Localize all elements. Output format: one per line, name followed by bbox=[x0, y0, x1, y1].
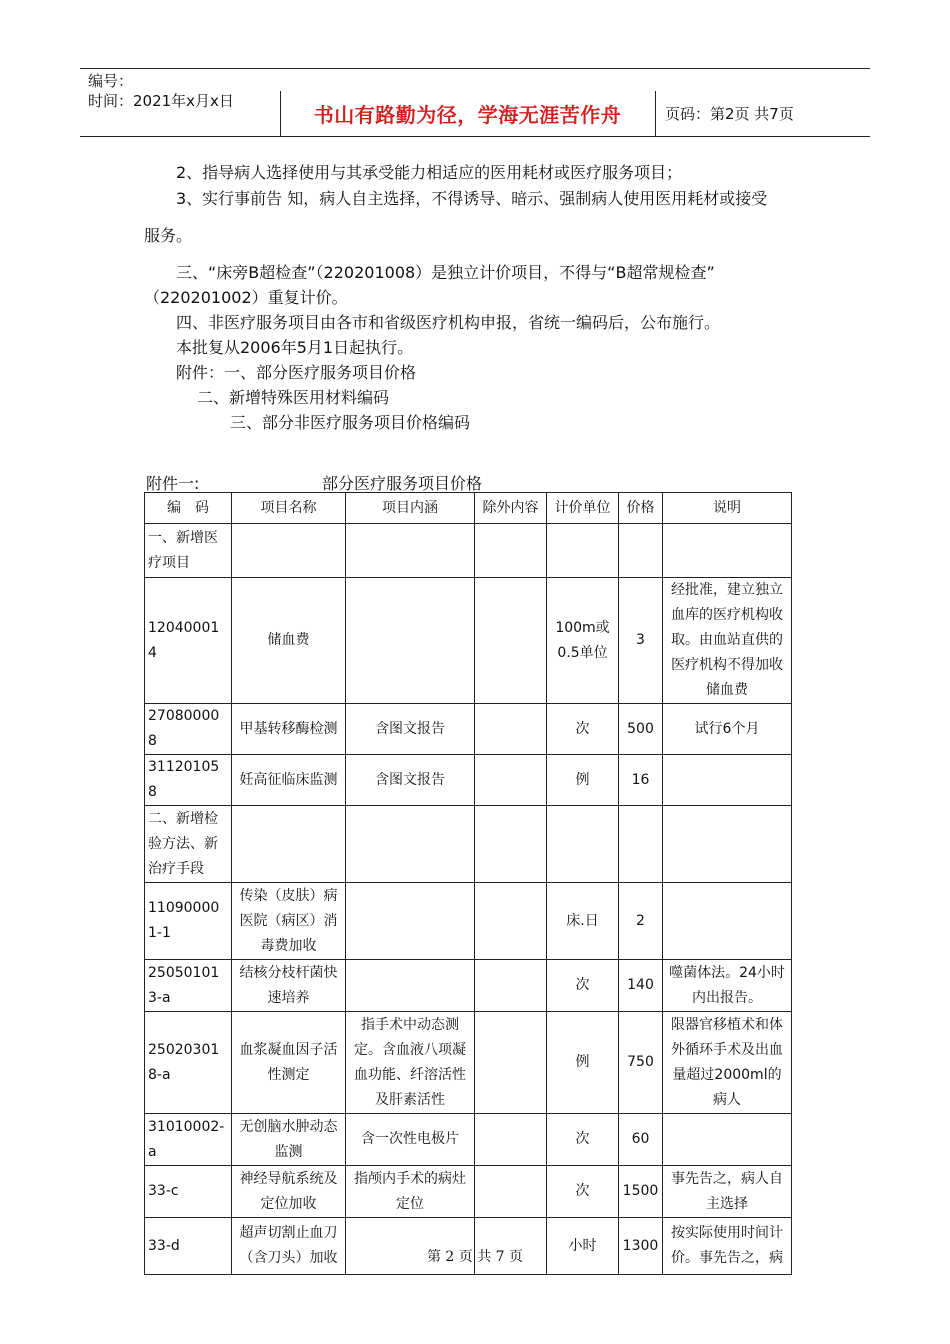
attachment-item: 二、新增特殊医用材料编码 bbox=[197, 388, 390, 407]
cell-unit bbox=[547, 806, 619, 883]
cell-code: 250501013-a bbox=[145, 960, 232, 1012]
table-row bbox=[145, 1114, 792, 1166]
cell-exclusion bbox=[475, 1114, 547, 1166]
cell-price: 500 bbox=[619, 704, 663, 755]
cell-price: 16 bbox=[619, 755, 663, 806]
cell-name: 甲基转移酶检测 bbox=[232, 704, 346, 755]
cell-unit: 小时 bbox=[547, 1218, 619, 1275]
cell-price: 3 bbox=[619, 578, 663, 704]
cell-exclusion bbox=[475, 704, 547, 755]
table-row bbox=[145, 755, 792, 806]
table-row bbox=[145, 883, 792, 960]
column-header: 价格 bbox=[619, 493, 663, 524]
cell-price bbox=[619, 524, 663, 578]
cell-code: 120400014 bbox=[145, 578, 232, 704]
cell-name: 妊高征临床监测 bbox=[232, 755, 346, 806]
page-header bbox=[80, 68, 870, 137]
column-header: 计价单位 bbox=[547, 493, 619, 524]
cell-price: 1300 bbox=[619, 1218, 663, 1275]
cell-code: 270800008 bbox=[145, 704, 232, 755]
paragraph: 三、“床旁B超检查”（220201008）是独立计价项目，不得与“B超常规检查” bbox=[176, 263, 715, 282]
cell-price: 60 bbox=[619, 1114, 663, 1166]
paragraph: （220201002）重复计价。 bbox=[144, 288, 348, 307]
cell-name: 结核分枝杆菌快速培养 bbox=[232, 960, 346, 1012]
cell-name: 血浆凝血因子活性测定 bbox=[232, 1012, 346, 1114]
cell-unit: 次 bbox=[547, 1114, 619, 1166]
date-label: 时间：2021年x月x日 bbox=[88, 92, 234, 110]
cell-price: 750 bbox=[619, 1012, 663, 1114]
cell-content bbox=[346, 960, 475, 1012]
cell-unit: 100m或0.5单位 bbox=[547, 578, 619, 704]
attachment-item: 三、部分非医疗服务项目价格编码 bbox=[230, 413, 471, 432]
cell-content bbox=[346, 806, 475, 883]
annex-label: 附件一: bbox=[146, 474, 200, 493]
cell-name bbox=[232, 806, 346, 883]
cell-exclusion bbox=[475, 1166, 547, 1218]
cell-name: 神经导航系统及定位加收 bbox=[232, 1166, 346, 1218]
cell-name: 储血费 bbox=[232, 578, 346, 704]
cell-price: 140 bbox=[619, 960, 663, 1012]
cell-exclusion bbox=[475, 883, 547, 960]
cell-code: 311201058 bbox=[145, 755, 232, 806]
column-header: 项目内涵 bbox=[346, 493, 475, 524]
cell-note: 限器官移植术和体外循环手术及出血量超过2000ml的病人 bbox=[663, 1012, 792, 1114]
table-row bbox=[145, 960, 792, 1012]
cell-unit: 次 bbox=[547, 1166, 619, 1218]
paragraph: 四、非医疗服务项目由各市和省级医疗机构申报，省统一编码后，公布施行。 bbox=[176, 313, 721, 332]
cell-unit: 次 bbox=[547, 960, 619, 1012]
header-divider bbox=[655, 91, 656, 136]
cell-content: 含图文报告 bbox=[346, 704, 475, 755]
cell-code: 250203018-a bbox=[145, 1012, 232, 1114]
annex-title: 部分医疗服务项目价格 bbox=[322, 474, 483, 493]
cell-note: 试行6个月 bbox=[663, 704, 792, 755]
cell-exclusion bbox=[475, 755, 547, 806]
cell-name: 超声切割止血刀（含刀头）加收 bbox=[232, 1218, 346, 1275]
cell-unit: 例 bbox=[547, 1012, 619, 1114]
table-header-row bbox=[145, 493, 792, 524]
cell-note: 经批准，建立独立血库的医疗机构收取。由血站直供的医疗机构不得加收储血费 bbox=[663, 578, 792, 704]
cell-unit bbox=[547, 524, 619, 578]
cell-price: 1500 bbox=[619, 1166, 663, 1218]
table-row bbox=[145, 524, 792, 578]
table-row bbox=[145, 704, 792, 755]
column-header: 编 码 bbox=[145, 493, 232, 524]
cell-code: 31010002-a bbox=[145, 1114, 232, 1166]
cell-unit: 例 bbox=[547, 755, 619, 806]
cell-note: 事先告之，病人自主选择 bbox=[663, 1166, 792, 1218]
header-motto: 书山有路勤为径，学海无涯苦作舟 bbox=[313, 102, 622, 127]
table-row bbox=[145, 806, 792, 883]
cell-note: 按实际使用时间计价。事先告之，病 bbox=[663, 1218, 792, 1275]
column-header: 说明 bbox=[663, 493, 792, 524]
table-row bbox=[145, 578, 792, 704]
paragraph: 服务。 bbox=[144, 226, 193, 245]
cell-content: 指手术中动态测定。含血液八项凝血功能、纤溶活性及肝素活性 bbox=[346, 1012, 475, 1114]
column-header: 项目名称 bbox=[232, 493, 346, 524]
cell-exclusion bbox=[475, 578, 547, 704]
cell-unit: 床.日 bbox=[547, 883, 619, 960]
table-row bbox=[145, 1012, 792, 1114]
cell-price bbox=[619, 806, 663, 883]
header-meta bbox=[88, 71, 234, 111]
cell-name: 无创脑水肿动态监测 bbox=[232, 1114, 346, 1166]
cell-exclusion bbox=[475, 1012, 547, 1114]
cell-content: 含图文报告 bbox=[346, 755, 475, 806]
table-row bbox=[145, 1166, 792, 1218]
cell-note bbox=[663, 1114, 792, 1166]
header-page-info: 页码：第2页 共7页 bbox=[665, 104, 794, 123]
attachment-list: 附件：一、部分医疗服务项目价格 bbox=[176, 363, 417, 382]
cell-exclusion bbox=[475, 806, 547, 883]
cell-code: 二、新增检验方法、新治疗手段 bbox=[145, 806, 232, 883]
cell-code: 33-d bbox=[145, 1218, 232, 1275]
cell-note bbox=[663, 883, 792, 960]
cell-note bbox=[663, 755, 792, 806]
cell-price: 2 bbox=[619, 883, 663, 960]
cell-content bbox=[346, 524, 475, 578]
column-header: 除外内容 bbox=[475, 493, 547, 524]
cell-note: 噬菌体法。24小时内出报告。 bbox=[663, 960, 792, 1012]
cell-note bbox=[663, 524, 792, 578]
cell-content: 指颅内手术的病灶定位 bbox=[346, 1166, 475, 1218]
paragraph: 2、指导病人选择使用与其承受能力相适应的医用耗材或医疗服务项目； bbox=[176, 163, 683, 182]
paragraph: 3、实行事前告 知，病人自主选择，不得诱导、暗示、强制病人使用医用耗材或接受 bbox=[176, 189, 768, 208]
cell-exclusion bbox=[475, 524, 547, 578]
cell-exclusion bbox=[475, 960, 547, 1012]
cell-content bbox=[346, 883, 475, 960]
cell-code: 110900001-1 bbox=[145, 883, 232, 960]
price-table bbox=[144, 492, 792, 1275]
cell-code: 一、新增医疗项目 bbox=[145, 524, 232, 578]
cell-unit: 次 bbox=[547, 704, 619, 755]
cell-content: 含一次性电极片 bbox=[346, 1114, 475, 1166]
cell-code: 33-c bbox=[145, 1166, 232, 1218]
number-label: 编号： bbox=[88, 72, 134, 90]
cell-name bbox=[232, 524, 346, 578]
page-footer: 第 2 页 共 7 页 bbox=[426, 1249, 524, 1265]
cell-note bbox=[663, 806, 792, 883]
cell-name: 传染（皮肤）病医院（病区）消毒费加收 bbox=[232, 883, 346, 960]
cell-content bbox=[346, 578, 475, 704]
paragraph: 本批复从2006年5月1日起执行。 bbox=[176, 338, 414, 357]
